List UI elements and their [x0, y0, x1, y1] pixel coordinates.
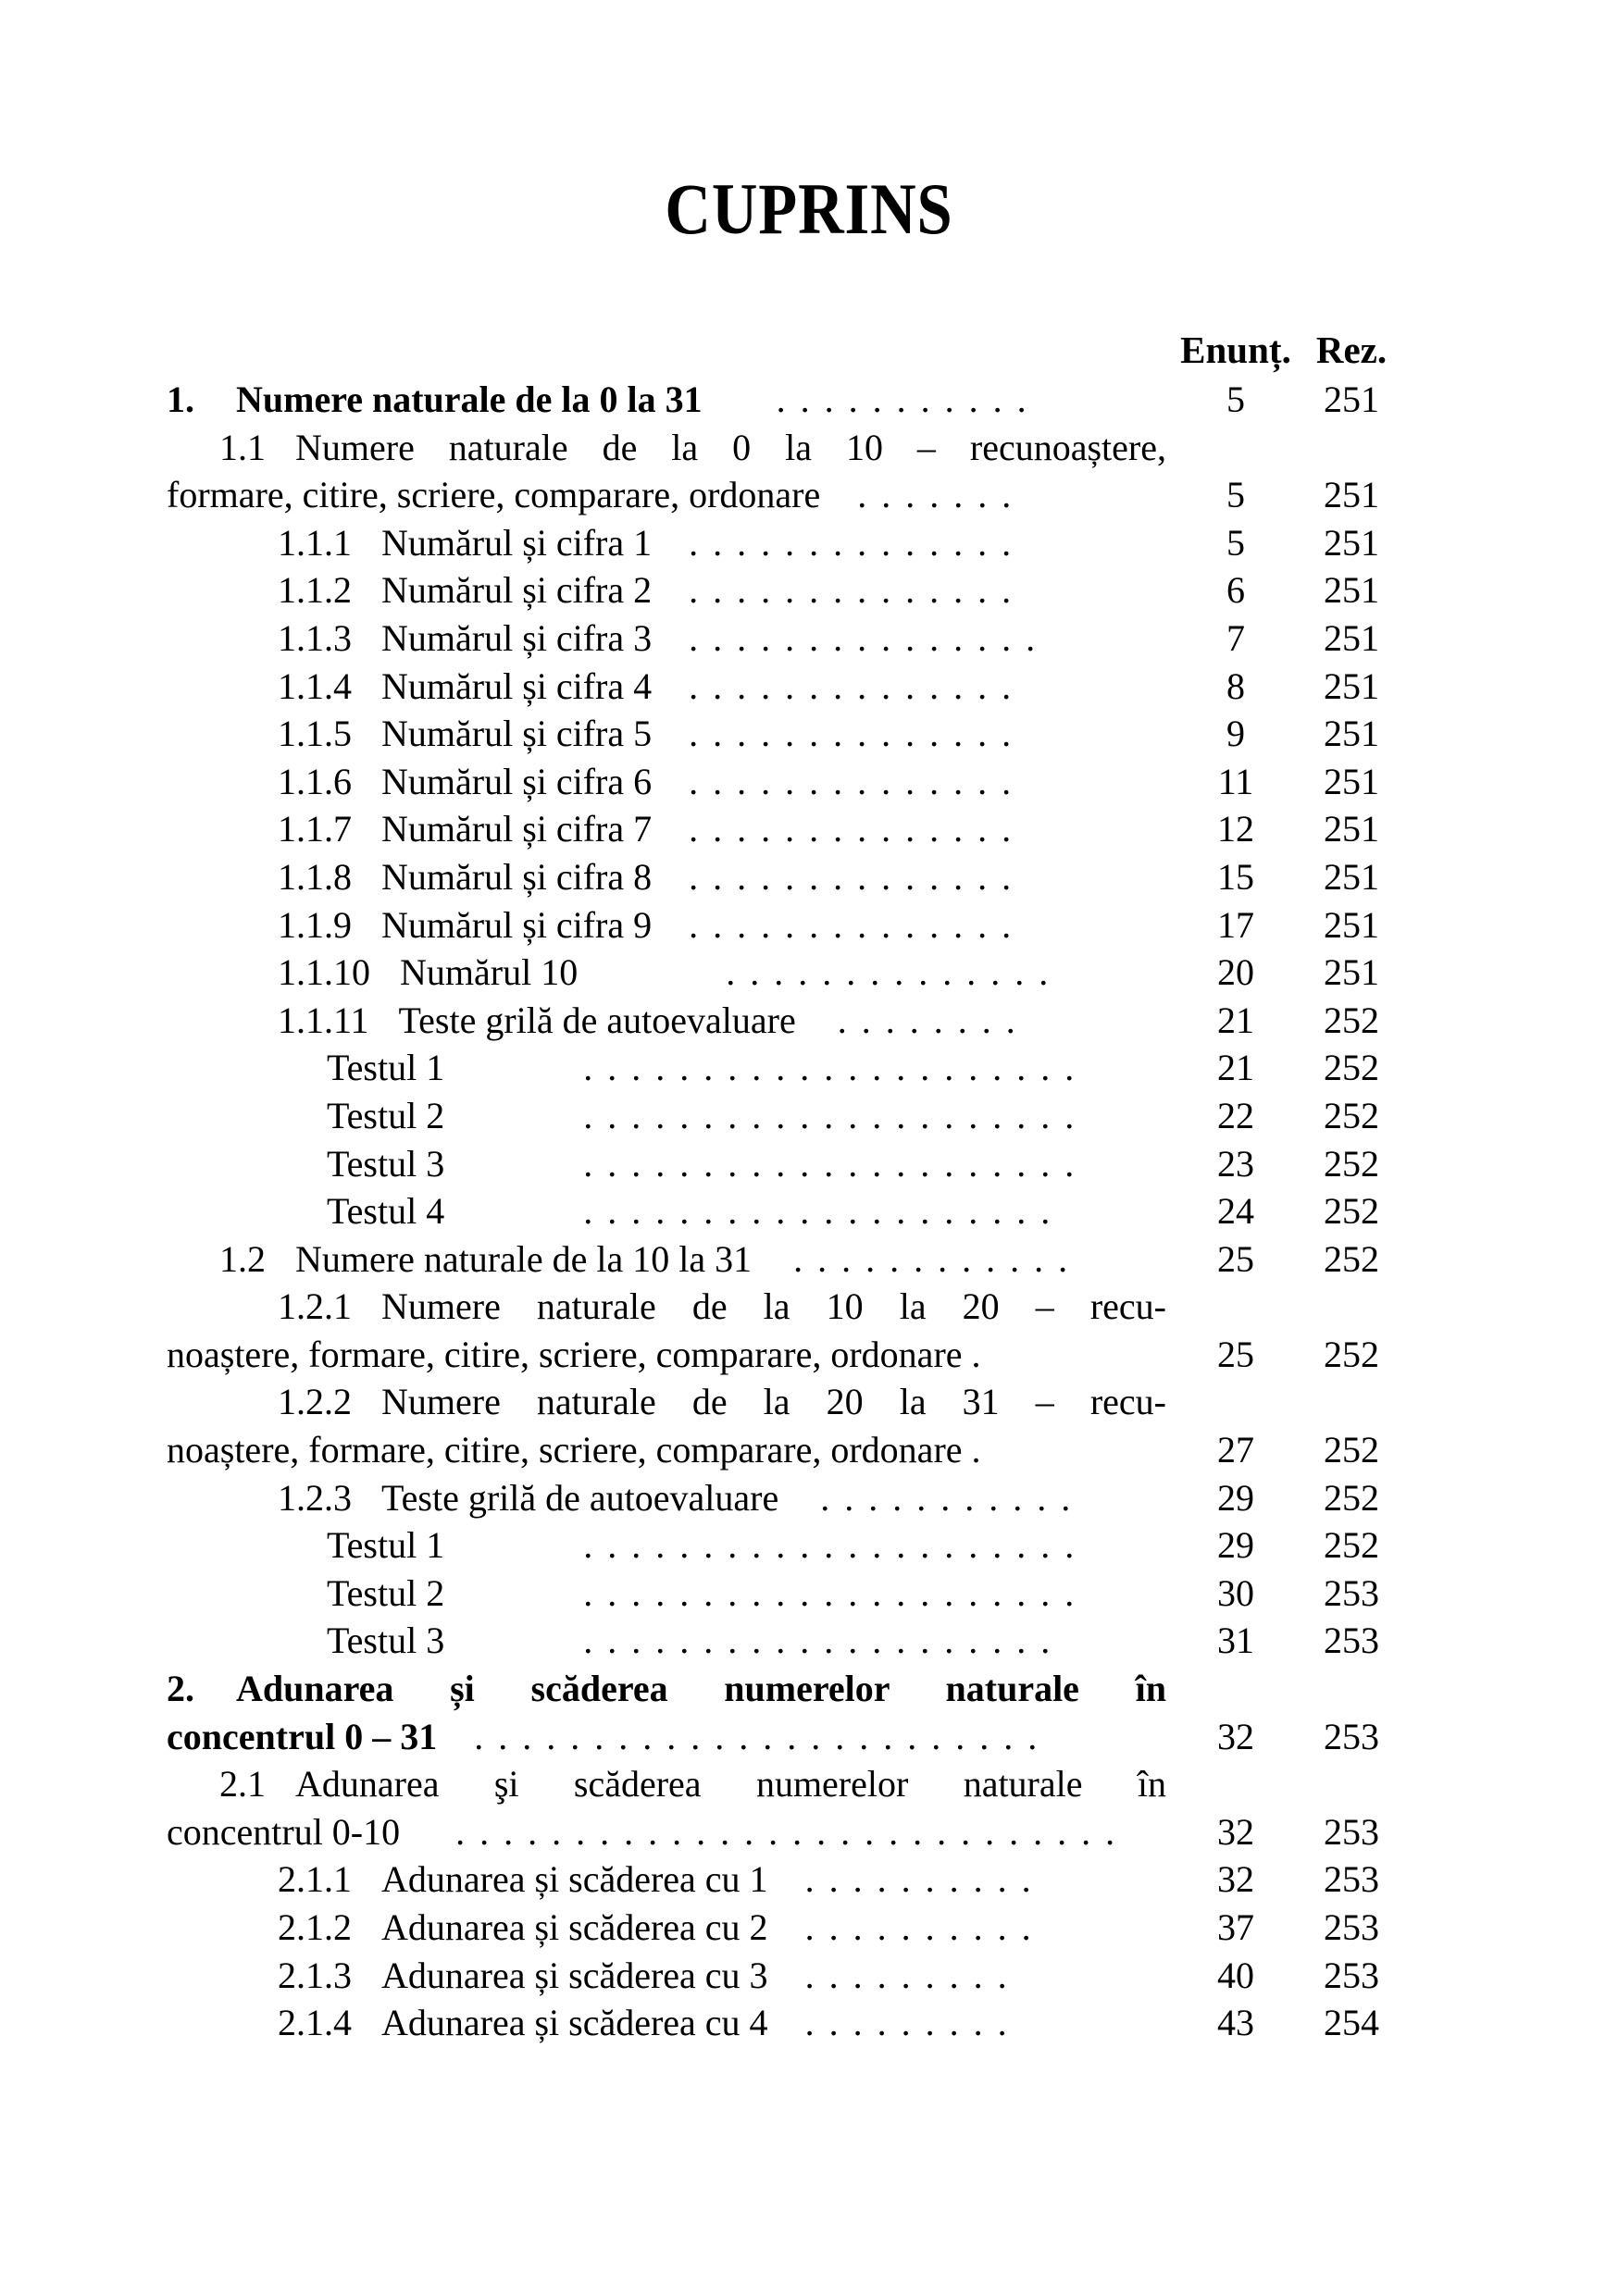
toc-entry-line: [167, 1904, 1398, 1952]
dot-leader: ..............: [689, 713, 1027, 755]
entry-main: [167, 1521, 1166, 1570]
entry-number: 2.1: [219, 1763, 266, 1806]
entry-number: 1.1.1: [278, 521, 352, 564]
rez-page: 252: [1324, 999, 1379, 1041]
enunt-page: 43: [1217, 2002, 1254, 2044]
rez-page: [1305, 1760, 1398, 1808]
entry-label: Numere naturale de la 20 la 31 – recu-: [381, 1381, 1166, 1423]
entry-main: [167, 566, 1166, 614]
rez-page: 251: [1324, 855, 1379, 898]
rez-page: 252: [1324, 1094, 1379, 1136]
rez-page: 251: [1324, 808, 1379, 850]
rez-page: 254: [1324, 2002, 1379, 2044]
entry-label: Numărul și cifra 1: [381, 521, 653, 564]
entry-main: [167, 1283, 1166, 1331]
entry-number: 1.1.2: [278, 569, 352, 612]
dot-leader: ..............: [726, 951, 1064, 994]
enunt-page: 5: [1226, 474, 1245, 516]
toc-entry-line: [167, 1999, 1398, 2047]
enunt-page: 32: [1217, 1715, 1254, 1757]
enunt-page: 12: [1217, 808, 1254, 850]
entry-main: [167, 376, 1166, 424]
toc-entry-line: [167, 1474, 1398, 1522]
dot-leader: ........................: [474, 1715, 1052, 1757]
enunt-page: 22: [1217, 1094, 1254, 1136]
entry-label: Numărul și cifra 3: [381, 616, 653, 659]
enunt-page: 8: [1226, 664, 1245, 707]
entry-label: Numărul și cifra 4: [381, 664, 653, 707]
rez-page: 251: [1324, 379, 1379, 420]
entry-label: Testul 2: [327, 1094, 445, 1136]
entry-main: [167, 1044, 1166, 1092]
dot-leader: .........: [804, 2002, 1022, 2044]
rez-page: 251: [1324, 760, 1379, 802]
rez-page: 251: [1324, 474, 1379, 516]
enunt-page: 29: [1217, 1524, 1254, 1567]
enunt-page: 21: [1217, 999, 1254, 1041]
dot-leader: ...............: [689, 616, 1051, 659]
toc-entry-line: [167, 997, 1398, 1045]
enunt-page: [1166, 1760, 1305, 1808]
entry-main: [167, 805, 1166, 853]
toc-entry-line: [167, 1617, 1398, 1665]
entry-label: Numărul și cifra 9: [381, 903, 653, 946]
enunt-page: [1166, 1378, 1305, 1426]
entry-label: Numere naturale de la 10 la 31: [295, 1237, 753, 1280]
enunt-page: [1166, 424, 1305, 472]
entry-label: Testul 3: [327, 1142, 445, 1185]
toc-entry-line: [167, 1140, 1398, 1188]
entry-number: 1.1.4: [278, 664, 352, 707]
entry-number: 1.2.3: [278, 1476, 352, 1519]
entry-main: [167, 1665, 1166, 1713]
toc-entry-line: [167, 1283, 1398, 1331]
toc-entry-line: [167, 424, 1398, 472]
rez-page: 252: [1324, 1524, 1379, 1567]
dot-leader: ..............: [689, 808, 1027, 850]
rez-page: 253: [1324, 1620, 1379, 1662]
enunt-page: 25: [1217, 1333, 1254, 1375]
toc-entry-line: [167, 805, 1398, 853]
entry-main: [167, 1426, 1166, 1474]
rez-page: 253: [1324, 1810, 1379, 1853]
rez-page: 253: [1324, 1954, 1379, 1996]
rez-page: 251: [1324, 713, 1379, 755]
toc-entry-line: [167, 1665, 1398, 1713]
entry-number: 1.1.7: [278, 808, 352, 850]
entry-main: [167, 758, 1166, 806]
entry-label: Teste grilă de autoevaluare: [381, 1476, 779, 1519]
toc-entry-line: [167, 519, 1398, 567]
entry-main: [167, 1617, 1166, 1665]
dot-leader: .....................: [583, 1094, 1089, 1136]
entry-label: concentrul 0-10: [167, 1810, 401, 1853]
entry-label: Adunarea și scăderea cu 3: [381, 1954, 768, 1996]
toc-entry-line: [167, 1044, 1398, 1092]
dot-leader: ............................: [455, 1810, 1130, 1853]
dot-leader: .....................: [583, 1047, 1089, 1089]
rez-page: 252: [1324, 1333, 1379, 1375]
enunt-page: 37: [1217, 1906, 1254, 1948]
toc-entry-line: [167, 471, 1398, 519]
enunt-page: 5: [1226, 521, 1245, 564]
toc-entry-line: [167, 901, 1398, 949]
entry-number: 1.1.6: [278, 760, 352, 802]
enunt-page: 31: [1217, 1620, 1254, 1662]
entry-number: 2.: [167, 1668, 194, 1710]
entry-main: [167, 1904, 1166, 1952]
enunt-page: 23: [1217, 1142, 1254, 1185]
rez-page: 252: [1324, 1429, 1379, 1471]
entry-label: Numărul și cifra 6: [381, 760, 653, 802]
entry-label: noaștere, formare, citire, scriere, comparare, ordonare .: [167, 1429, 981, 1471]
dot-leader: .......: [857, 474, 1027, 516]
enunt-header-label: Enunț.: [1180, 329, 1291, 371]
entry-label: Adunarea și scăderea cu 1: [381, 1858, 768, 1901]
dot-leader: .........: [804, 1954, 1022, 1996]
entry-main: [167, 997, 1166, 1045]
toc-lines: [167, 376, 1398, 2047]
rez-page: 253: [1324, 1715, 1379, 1757]
rez-page: 252: [1324, 1047, 1379, 1089]
entry-label: Numărul și cifra 8: [381, 855, 653, 898]
dot-leader: ..............: [689, 569, 1027, 612]
entry-label: Testul 2: [327, 1571, 445, 1614]
dot-leader: ....................: [583, 1190, 1065, 1233]
entry-label: Testul 3: [327, 1620, 445, 1662]
entry-label: Numărul 10: [400, 951, 579, 994]
dot-leader: ..............: [689, 903, 1027, 946]
enunt-page: 30: [1217, 1571, 1254, 1614]
entry-main: [167, 471, 1166, 519]
rez-page: 251: [1324, 616, 1379, 659]
dot-leader: .....................: [583, 1571, 1089, 1614]
toc-entry-line: [167, 1092, 1398, 1140]
entry-main: [167, 1140, 1166, 1188]
entry-main: [167, 710, 1166, 758]
enunt-page: 29: [1217, 1476, 1254, 1519]
entry-number: 1.1.5: [278, 713, 352, 755]
toc-entry-line: [167, 566, 1398, 614]
entry-number: 1.1.10: [278, 951, 370, 994]
rez-page: [1305, 1378, 1398, 1426]
rez-page: [1305, 1665, 1398, 1713]
entry-label: Testul 4: [327, 1190, 445, 1233]
toc-entry-line: [167, 1855, 1398, 1904]
dot-leader: .....................: [583, 1524, 1089, 1567]
entry-main: [167, 1999, 1166, 2047]
toc: [167, 324, 1398, 2047]
entry-number: 2.1.4: [278, 2002, 352, 2044]
enunt-page: 5: [1226, 379, 1245, 420]
entry-main: [167, 519, 1166, 567]
entry-main: [167, 949, 1166, 997]
entry-number: 1.2.1: [278, 1285, 352, 1328]
dot-leader: .....................: [583, 1142, 1089, 1185]
entry-number: 1.1.9: [278, 903, 352, 946]
toc-entry-line: [167, 1808, 1398, 1856]
dot-leader: ...........: [820, 1476, 1086, 1519]
rez-page: 251: [1324, 569, 1379, 612]
entry-label: Adunarea şi scăderea numerelor naturale în: [295, 1763, 1166, 1806]
toc-entry-line: [167, 1187, 1398, 1235]
entry-label: Adunarea și scăderea cu 2: [381, 1906, 768, 1948]
entry-main: [167, 1378, 1166, 1426]
entry-label: Testul 1: [327, 1524, 445, 1567]
dot-leader: ..........: [804, 1906, 1046, 1948]
enunt-page: 25: [1217, 1237, 1254, 1280]
toc-entry-line: [167, 758, 1398, 806]
enunt-page: 24: [1217, 1190, 1254, 1233]
enunt-page: 7: [1226, 616, 1245, 659]
dot-leader: ........: [837, 999, 1030, 1041]
entry-number: 2.1.3: [278, 1954, 352, 1996]
rez-page: 251: [1324, 664, 1379, 707]
entry-main: [167, 1474, 1166, 1522]
entry-label: Adunarea și scăderea numerelor naturale în: [236, 1668, 1166, 1710]
toc-entry-line: [167, 376, 1398, 424]
entry-main: [167, 614, 1166, 663]
entry-label: Numere naturale de la 0 la 10 – recunoaștere,: [295, 426, 1166, 468]
rez-page: 252: [1324, 1237, 1379, 1280]
dot-leader: ..............: [689, 664, 1027, 707]
rez-page: 252: [1324, 1142, 1379, 1185]
toc-entry-line: [167, 1331, 1398, 1379]
enunt-page: 32: [1217, 1810, 1254, 1853]
rez-page: 251: [1324, 903, 1379, 946]
entry-main: [167, 424, 1166, 472]
dot-leader: ..............: [689, 760, 1027, 802]
enunt-page: 21: [1217, 1047, 1254, 1089]
entry-label: Numărul și cifra 7: [381, 808, 653, 850]
toc-entry-line: [167, 1760, 1398, 1808]
entry-label: Numere naturale de la 0 la 31: [236, 379, 703, 420]
toc-entry-line: [167, 949, 1398, 997]
entry-main: [167, 1235, 1166, 1284]
dot-leader: ............: [793, 1237, 1083, 1280]
rez-page: 252: [1324, 1476, 1379, 1519]
entry-label: Numărul și cifra 2: [381, 569, 653, 612]
toc-entry-line: [167, 1378, 1398, 1426]
entry-main: [167, 853, 1166, 901]
entry-main: [167, 1570, 1166, 1618]
rez-page: 251: [1324, 521, 1379, 564]
entry-label: Numere naturale de la 10 la 20 – recu-: [381, 1285, 1166, 1328]
enunt-page: 20: [1217, 951, 1254, 994]
entry-main: [167, 901, 1166, 949]
dot-leader: ....................: [583, 1620, 1065, 1662]
entry-number: 1.1: [219, 426, 266, 468]
enunt-page: 15: [1217, 855, 1254, 898]
entry-label: Adunarea și scăderea cu 4: [381, 2002, 768, 2044]
toc-entry-line: [167, 1235, 1398, 1284]
rez-page: [1305, 1283, 1398, 1331]
entry-number: 1.2.2: [278, 1381, 352, 1423]
toc-header-spacer: [167, 324, 1166, 376]
rez-page: 253: [1324, 1571, 1379, 1614]
toc-entry-line: [167, 1952, 1398, 2000]
enunt-page: 9: [1226, 713, 1245, 755]
page-title: CUPRINS: [665, 168, 953, 249]
entry-number: 1.: [167, 379, 194, 420]
toc-header: [167, 324, 1398, 376]
rez-page: 253: [1324, 1858, 1379, 1901]
entry-number: 1.1.11: [278, 999, 369, 1041]
entry-main: [167, 663, 1166, 711]
enunt-page: [1166, 1665, 1305, 1713]
enunt-page: 11: [1217, 760, 1254, 802]
entry-label: Teste grilă de autoevaluare: [398, 999, 796, 1041]
enunt-page: 32: [1217, 1858, 1254, 1901]
rez-header-label: Rez.: [1315, 329, 1388, 371]
entry-main: [167, 1760, 1166, 1808]
dot-leader: ...........: [776, 379, 1041, 420]
enunt-page: 6: [1226, 569, 1245, 612]
rez-page: 251: [1324, 951, 1379, 994]
enunt-page: 27: [1217, 1429, 1254, 1471]
toc-entry-line: [167, 853, 1398, 901]
entry-number: 1.1.8: [278, 855, 352, 898]
entry-label: Numărul și cifra 5: [381, 713, 653, 755]
entry-main: [167, 1331, 1166, 1379]
toc-entry-line: [167, 1521, 1398, 1570]
entry-number: 1.2: [219, 1237, 266, 1280]
entry-main: [167, 1092, 1166, 1140]
toc-entry-line: [167, 1570, 1398, 1618]
toc-entry-line: [167, 663, 1398, 711]
entry-label: Testul 1: [327, 1047, 445, 1089]
entry-label: formare, citire, scriere, comparare, ordonare: [167, 474, 821, 516]
entry-label: noaștere, formare, citire, scriere, comparare, ordonare .: [167, 1333, 981, 1375]
toc-entry-line: [167, 1713, 1398, 1761]
dot-leader: ..........: [804, 1858, 1046, 1901]
entry-number: 1.1.3: [278, 616, 352, 659]
dot-leader: ..............: [689, 521, 1027, 564]
rez-page: [1305, 424, 1398, 472]
entry-main: [167, 1952, 1166, 2000]
entry-number: 2.1.2: [278, 1906, 352, 1948]
toc-entry-line: [167, 710, 1398, 758]
entry-main: [167, 1713, 1166, 1761]
toc-entry-line: [167, 1426, 1398, 1474]
toc-entry-line: [167, 614, 1398, 663]
enunt-page: 17: [1217, 903, 1254, 946]
entry-label: concentrul 0 – 31: [167, 1715, 438, 1757]
dot-leader: ..............: [689, 855, 1027, 898]
entry-number: 2.1.1: [278, 1858, 352, 1901]
rez-page: 252: [1324, 1190, 1379, 1233]
rez-page: 253: [1324, 1906, 1379, 1948]
enunt-page: [1166, 1283, 1305, 1331]
enunt-page: 40: [1217, 1954, 1254, 1996]
entry-main: [167, 1187, 1166, 1235]
entry-main: [167, 1808, 1166, 1856]
entry-main: [167, 1855, 1166, 1904]
